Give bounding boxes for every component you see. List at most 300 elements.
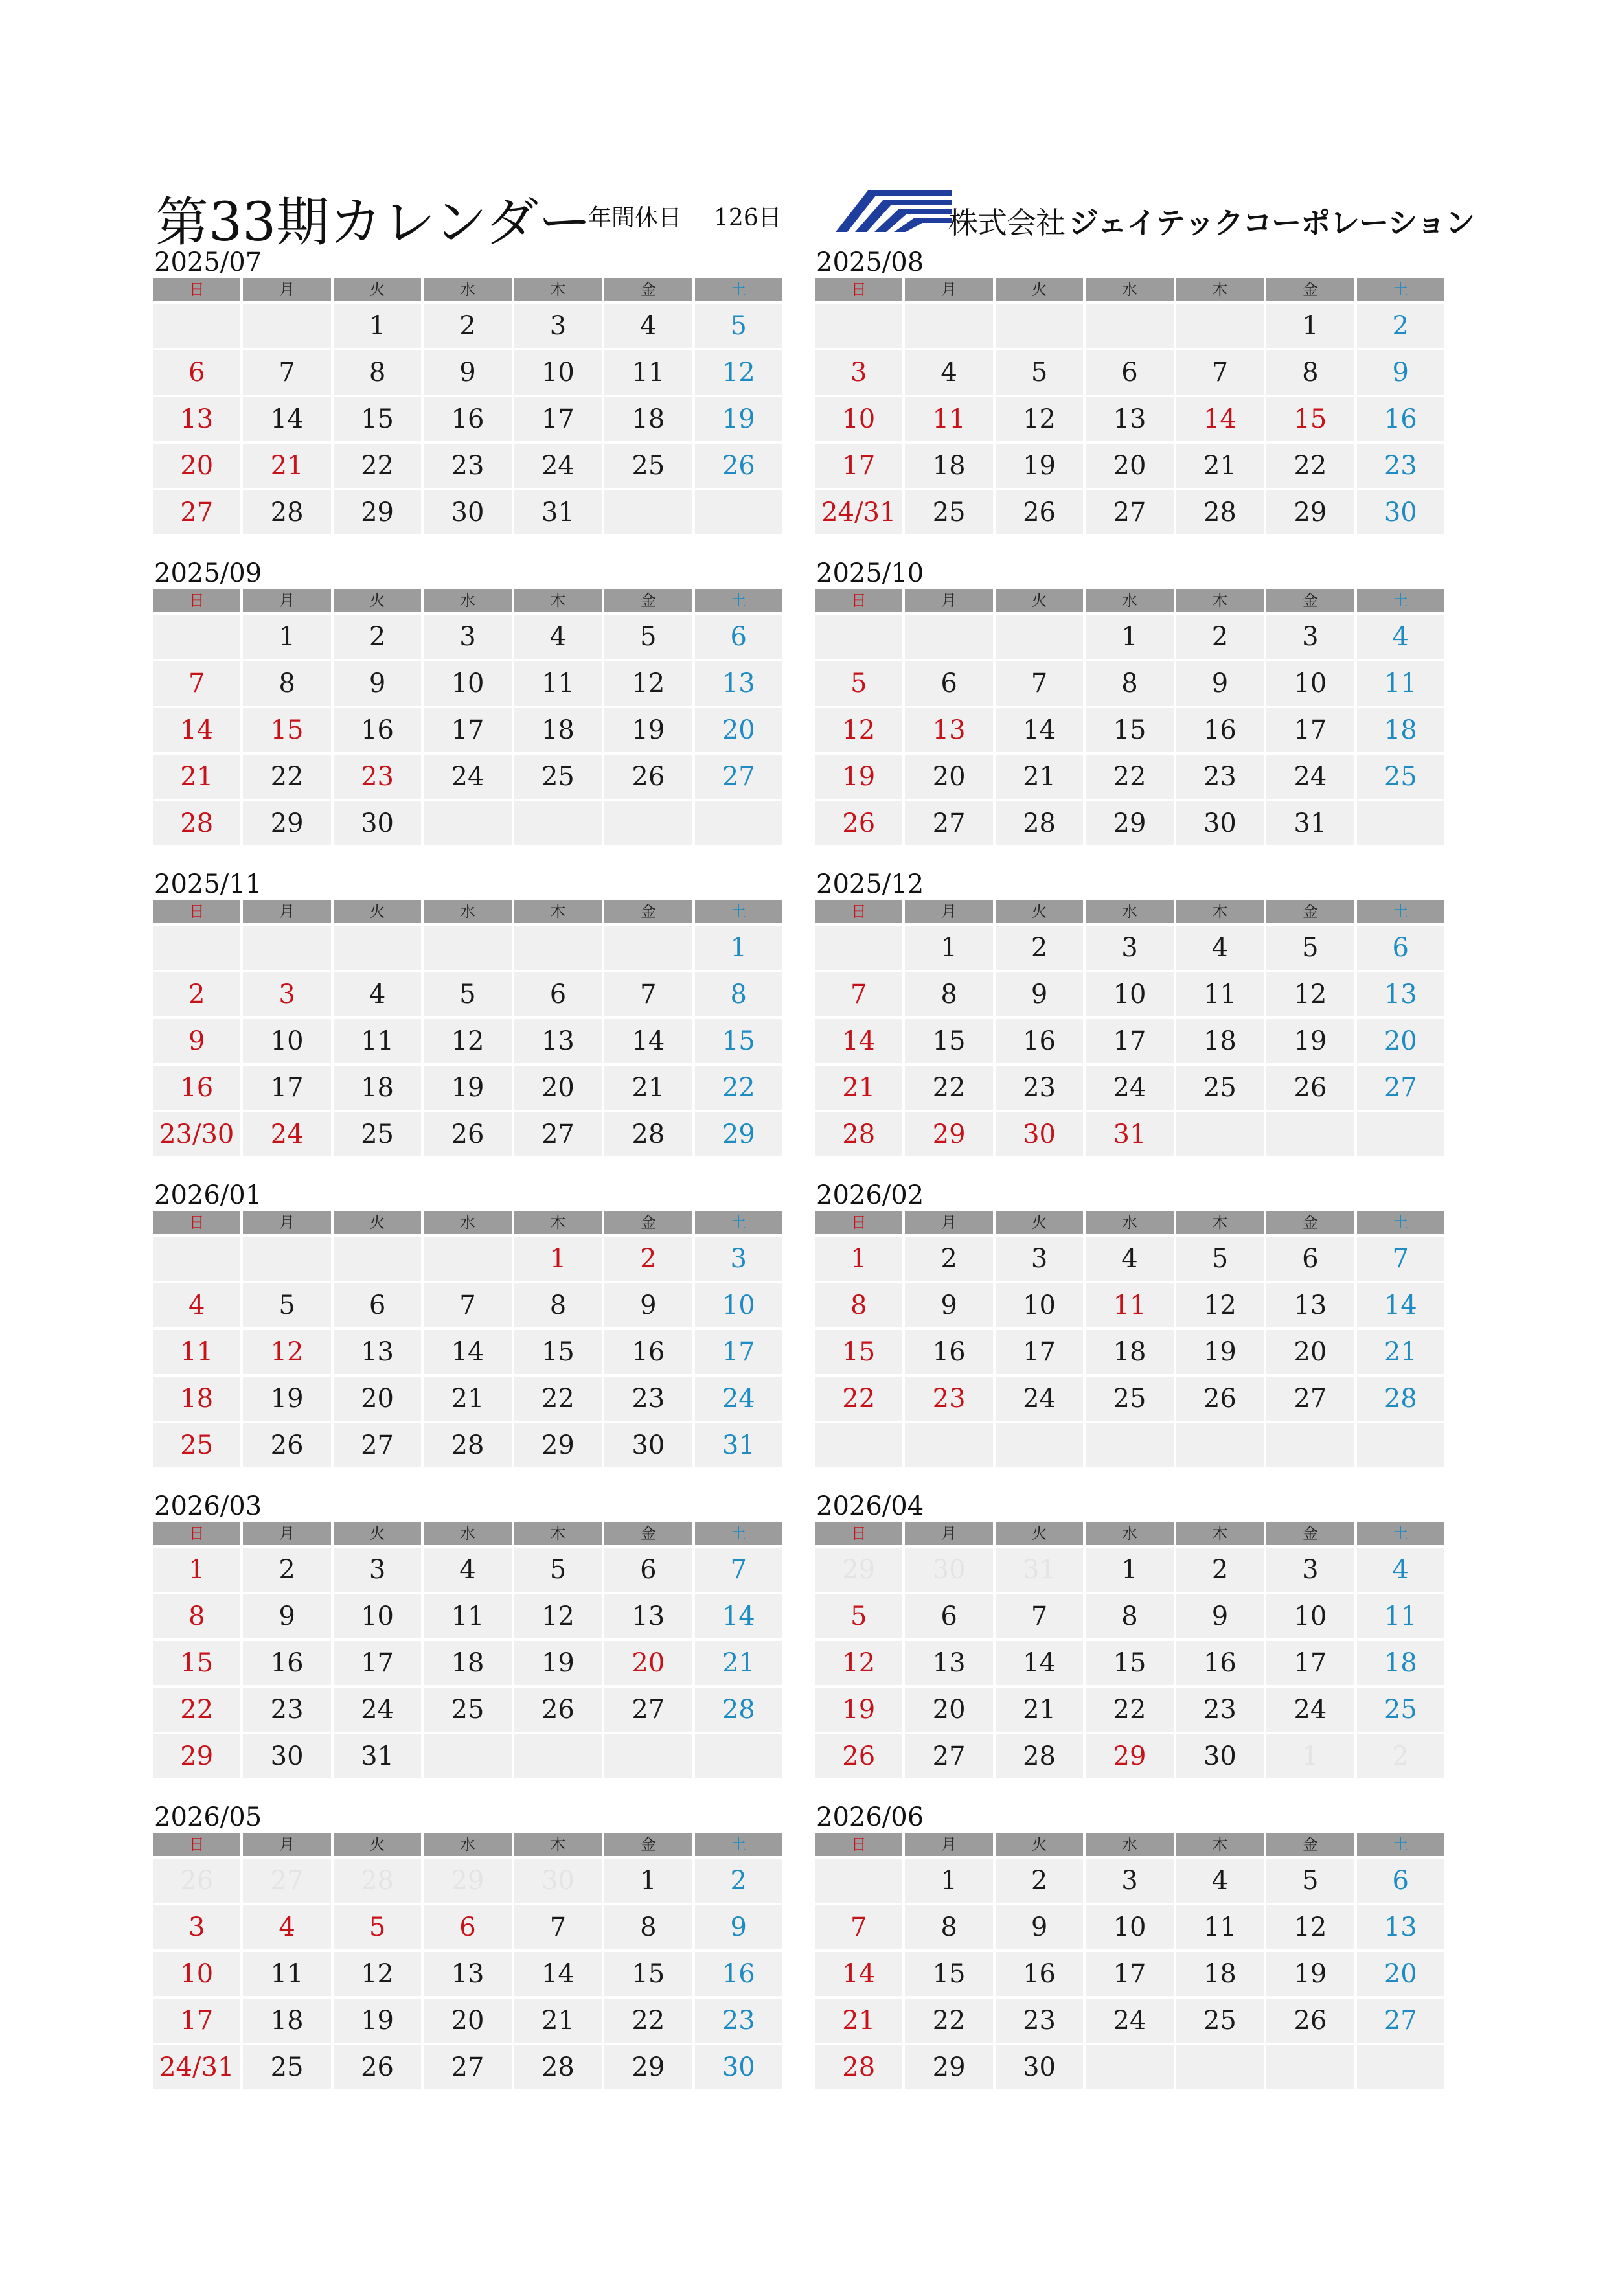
week-row — [815, 708, 1444, 752]
day-cell: 18 — [424, 1641, 511, 1685]
weekday-label: 木 — [514, 1211, 602, 1234]
weekday-label: 水 — [424, 900, 511, 923]
month-title: 2026/01 — [154, 1180, 262, 1210]
day-cell: 27 — [695, 755, 782, 799]
weekday-label: 月 — [243, 900, 330, 923]
day-cell: 28 — [424, 1423, 511, 1467]
day-cell: 29 — [905, 1112, 992, 1156]
weekday-label: 金 — [604, 1211, 692, 1234]
day-cell: 6 — [1357, 926, 1444, 970]
day-cell: 20 — [1357, 1019, 1444, 1063]
day-cell: 15 — [905, 1952, 992, 1996]
day-cell: 14 — [514, 1952, 602, 1996]
day-cell: 4 — [243, 1905, 330, 1949]
day-cell: 27 — [1086, 490, 1173, 534]
day-cell: 29 — [815, 1548, 902, 1592]
day-cell: 25 — [905, 490, 992, 534]
day-cell: 3 — [514, 304, 602, 348]
day-cell: 23/30 — [153, 1112, 240, 1156]
empty-day-cell — [695, 801, 782, 845]
day-cell: 11 — [1357, 661, 1444, 706]
day-cell: 6 — [604, 1548, 692, 1592]
day-cell: 15 — [604, 1952, 692, 1996]
day-cell: 17 — [153, 1999, 240, 2043]
day-cell: 26 — [1176, 1377, 1264, 1421]
day-cell: 22 — [604, 1999, 692, 2043]
day-cell: 1 — [514, 1237, 602, 1281]
empty-day-cell — [514, 1734, 602, 1778]
day-cell: 16 — [905, 1330, 992, 1374]
day-cell: 20 — [905, 1688, 992, 1732]
day-cell: 30 — [1176, 1734, 1264, 1778]
day-cell: 5 — [1266, 926, 1354, 970]
day-cell: 13 — [905, 708, 992, 752]
day-cell: 25 — [424, 1688, 511, 1732]
day-cell: 1 — [815, 1237, 902, 1281]
day-cell: 24 — [243, 1112, 330, 1156]
day-cell: 11 — [905, 397, 992, 441]
weekday-label: 火 — [334, 1211, 421, 1234]
day-cell: 19 — [1176, 1330, 1264, 1374]
day-cell: 25 — [153, 1423, 240, 1467]
weekday-label: 日 — [153, 1522, 240, 1545]
day-cell: 18 — [1086, 1330, 1173, 1374]
day-cell: 20 — [334, 1377, 421, 1421]
week-row — [815, 1237, 1444, 1281]
day-cell: 14 — [996, 708, 1083, 752]
day-cell: 15 — [514, 1330, 602, 1374]
empty-day-cell — [996, 304, 1083, 348]
day-cell: 27 — [424, 2045, 511, 2089]
day-cell: 20 — [1266, 1330, 1354, 1374]
empty-day-cell — [424, 1734, 511, 1778]
weekday-header — [153, 1833, 782, 1856]
day-cell: 19 — [424, 1066, 511, 1110]
month-calendar — [153, 1491, 782, 1778]
day-cell: 1 — [905, 1859, 992, 1903]
day-cell: 21 — [153, 755, 240, 799]
day-cell: 17 — [1086, 1952, 1173, 1996]
day-cell: 20 — [153, 444, 240, 488]
day-cell: 22 — [334, 444, 421, 488]
weekday-label: 月 — [905, 1211, 992, 1234]
month-title: 2025/11 — [154, 869, 262, 899]
day-cell: 9 — [695, 1905, 782, 1949]
weekday-label: 火 — [996, 1211, 1083, 1234]
empty-day-cell — [1266, 2045, 1354, 2089]
weekday-header — [815, 1211, 1444, 1234]
day-cell: 24 — [514, 444, 602, 488]
month-calendar — [815, 247, 1444, 534]
month-title: 2026/02 — [816, 1180, 924, 1210]
day-cell: 30 — [334, 801, 421, 845]
day-cell: 22 — [905, 1999, 992, 2043]
day-cell: 24 — [695, 1377, 782, 1421]
day-cell: 21 — [695, 1641, 782, 1685]
week-row — [153, 661, 782, 706]
weekday-label: 水 — [1086, 589, 1173, 612]
day-cell: 7 — [424, 1283, 511, 1327]
day-cell: 13 — [334, 1330, 421, 1374]
weekday-label: 土 — [1357, 1833, 1444, 1856]
day-cell: 17 — [815, 444, 902, 488]
day-cell: 17 — [243, 1066, 330, 1110]
weekday-label: 水 — [424, 1833, 511, 1856]
day-cell: 24 — [996, 1377, 1083, 1421]
month-title: 2025/12 — [816, 869, 924, 899]
day-cell: 17 — [695, 1330, 782, 1374]
day-cell: 21 — [514, 1999, 602, 2043]
day-cell: 1 — [695, 926, 782, 970]
day-cell: 2 — [996, 926, 1083, 970]
day-cell: 12 — [996, 397, 1083, 441]
day-cell: 7 — [243, 350, 330, 395]
day-cell: 16 — [334, 708, 421, 752]
week-row — [815, 801, 1444, 845]
day-cell: 6 — [424, 1905, 511, 1949]
day-cell: 15 — [695, 1019, 782, 1063]
day-cell: 30 — [1176, 801, 1264, 845]
empty-day-cell — [1086, 304, 1173, 348]
day-cell: 7 — [1357, 1237, 1444, 1281]
day-cell: 10 — [334, 1594, 421, 1638]
week-row — [153, 801, 782, 845]
day-cell: 26 — [243, 1423, 330, 1467]
annual-holidays-count: 126日 — [714, 205, 782, 231]
day-cell: 15 — [153, 1641, 240, 1685]
day-cell: 30 — [996, 1112, 1083, 1156]
day-cell: 8 — [905, 972, 992, 1016]
day-cell: 12 — [1266, 972, 1354, 1016]
empty-day-cell — [604, 1734, 692, 1778]
empty-day-cell — [905, 1423, 992, 1467]
day-cell: 1 — [905, 926, 992, 970]
day-cell: 24 — [1266, 755, 1354, 799]
week-row — [153, 350, 782, 395]
weekday-label: 水 — [1086, 1522, 1173, 1545]
day-cell: 19 — [604, 708, 692, 752]
weekday-label: 金 — [1266, 1522, 1354, 1545]
day-cell: 6 — [1086, 350, 1173, 395]
weekday-label: 火 — [996, 589, 1083, 612]
empty-day-cell — [815, 1859, 902, 1903]
day-cell: 14 — [604, 1019, 692, 1063]
day-cell: 13 — [424, 1952, 511, 1996]
weekday-label: 日 — [815, 589, 902, 612]
empty-day-cell — [815, 304, 902, 348]
day-cell: 22 — [1266, 444, 1354, 488]
weekday-label: 水 — [1086, 900, 1173, 923]
week-row — [815, 1905, 1444, 1949]
weekday-label: 日 — [815, 1522, 902, 1545]
day-cell: 9 — [996, 1905, 1083, 1949]
weekday-label: 月 — [243, 589, 330, 612]
day-cell: 4 — [1176, 926, 1264, 970]
month-title: 2025/08 — [816, 247, 924, 277]
day-cell: 31 — [514, 490, 602, 534]
day-cell: 7 — [1176, 350, 1264, 395]
month-title: 2025/10 — [816, 558, 924, 588]
day-cell: 10 — [243, 1019, 330, 1063]
day-cell: 3 — [334, 1548, 421, 1592]
day-cell: 21 — [996, 755, 1083, 799]
day-cell: 10 — [424, 661, 511, 706]
week-row — [153, 1112, 782, 1156]
weekday-header — [153, 1211, 782, 1234]
day-cell: 7 — [604, 972, 692, 1016]
day-cell: 24 — [424, 755, 511, 799]
week-row — [153, 1859, 782, 1903]
day-cell: 6 — [905, 1594, 992, 1638]
day-cell: 2 — [424, 304, 511, 348]
empty-day-cell — [243, 304, 330, 348]
weekday-label: 金 — [1266, 1211, 1354, 1234]
day-cell: 10 — [1086, 1905, 1173, 1949]
day-cell: 8 — [905, 1905, 992, 1949]
day-cell: 16 — [695, 1952, 782, 1996]
weekday-label: 木 — [1176, 1833, 1264, 1856]
day-cell: 30 — [243, 1734, 330, 1778]
day-cell: 4 — [424, 1548, 511, 1592]
day-cell: 24 — [334, 1688, 421, 1732]
week-row — [153, 1905, 782, 1949]
weekday-label: 木 — [514, 1522, 602, 1545]
day-cell: 2 — [996, 1859, 1083, 1903]
day-cell: 23 — [604, 1377, 692, 1421]
day-cell: 24 — [1086, 1999, 1173, 2043]
day-cell: 25 — [1176, 1066, 1264, 1110]
empty-day-cell — [695, 1734, 782, 1778]
weekday-label: 水 — [1086, 278, 1173, 301]
week-row — [815, 304, 1444, 348]
empty-day-cell — [1086, 1423, 1173, 1467]
day-cell: 11 — [153, 1330, 240, 1374]
month-calendar — [153, 247, 782, 534]
day-cell: 27 — [334, 1423, 421, 1467]
weekday-label: 水 — [424, 278, 511, 301]
day-cell: 28 — [243, 490, 330, 534]
day-cell: 17 — [514, 397, 602, 441]
week-row — [815, 1330, 1444, 1374]
day-cell: 9 — [1357, 350, 1444, 395]
empty-day-cell — [1357, 1112, 1444, 1156]
day-cell: 16 — [1176, 708, 1264, 752]
weekday-label: 水 — [424, 1522, 511, 1545]
weekday-label: 金 — [1266, 900, 1354, 923]
day-cell: 1 — [334, 304, 421, 348]
day-cell: 11 — [1176, 1905, 1264, 1949]
day-cell: 25 — [1357, 1688, 1444, 1732]
week-row — [153, 1548, 782, 1592]
weekday-label: 日 — [815, 1211, 902, 1234]
day-cell: 15 — [1086, 708, 1173, 752]
weekday-label: 月 — [905, 1833, 992, 1856]
week-row — [153, 1019, 782, 1063]
day-cell: 24 — [1086, 1066, 1173, 1110]
day-cell: 20 — [1357, 1952, 1444, 1996]
empty-day-cell — [905, 615, 992, 659]
day-cell: 23 — [695, 1999, 782, 2043]
weekday-label: 月 — [905, 278, 992, 301]
weekday-label: 日 — [815, 900, 902, 923]
day-cell: 20 — [604, 1641, 692, 1685]
week-row — [153, 926, 782, 970]
day-cell: 14 — [815, 1952, 902, 1996]
day-cell: 8 — [695, 972, 782, 1016]
empty-day-cell — [1266, 1112, 1354, 1156]
day-cell: 29 — [695, 1112, 782, 1156]
day-cell: 23 — [334, 755, 421, 799]
day-cell: 31 — [1086, 1112, 1173, 1156]
empty-day-cell — [334, 1237, 421, 1281]
day-cell: 2 — [905, 1237, 992, 1281]
day-cell: 16 — [1176, 1641, 1264, 1685]
week-row — [815, 1112, 1444, 1156]
day-cell: 13 — [1266, 1283, 1354, 1327]
day-cell: 31 — [334, 1734, 421, 1778]
week-row — [815, 926, 1444, 970]
week-row — [153, 1734, 782, 1778]
day-cell: 2 — [604, 1237, 692, 1281]
day-cell: 15 — [905, 1019, 992, 1063]
weekday-label: 金 — [1266, 278, 1354, 301]
week-row — [815, 490, 1444, 534]
day-cell: 15 — [334, 397, 421, 441]
day-cell: 18 — [905, 444, 992, 488]
day-cell: 21 — [424, 1377, 511, 1421]
day-cell: 13 — [153, 397, 240, 441]
day-cell: 12 — [815, 1641, 902, 1685]
day-cell: 6 — [514, 972, 602, 1016]
day-cell: 28 — [996, 1734, 1083, 1778]
weekday-label: 土 — [695, 278, 782, 301]
week-row — [153, 1237, 782, 1281]
weekday-header — [815, 278, 1444, 301]
week-row — [153, 1066, 782, 1110]
day-cell: 29 — [334, 490, 421, 534]
empty-day-cell — [905, 304, 992, 348]
day-cell: 21 — [996, 1688, 1083, 1732]
day-cell: 16 — [153, 1066, 240, 1110]
weekday-label: 火 — [334, 278, 421, 301]
week-row — [815, 1999, 1444, 2043]
empty-day-cell — [334, 926, 421, 970]
weekday-label: 日 — [153, 278, 240, 301]
week-row — [153, 1330, 782, 1374]
day-cell: 18 — [1176, 1952, 1264, 1996]
page-title: 第33期カレンダー — [155, 192, 592, 253]
week-row — [815, 1066, 1444, 1110]
day-cell: 21 — [815, 1066, 902, 1110]
day-cell: 10 — [514, 350, 602, 395]
day-cell: 8 — [153, 1594, 240, 1638]
week-row — [153, 1283, 782, 1327]
day-cell: 29 — [153, 1734, 240, 1778]
day-cell: 29 — [905, 2045, 992, 2089]
day-cell: 30 — [514, 1859, 602, 1903]
month-title: 2025/09 — [154, 558, 262, 588]
weekday-header — [815, 589, 1444, 612]
week-row — [815, 1594, 1444, 1638]
day-cell: 17 — [1086, 1019, 1173, 1063]
day-cell: 12 — [604, 661, 692, 706]
empty-day-cell — [1357, 1423, 1444, 1467]
day-cell: 20 — [1086, 444, 1173, 488]
empty-day-cell — [424, 1237, 511, 1281]
day-cell: 22 — [514, 1377, 602, 1421]
weekday-label: 木 — [1176, 589, 1264, 612]
annual-holidays-label: 年間休日 — [588, 205, 682, 231]
day-cell: 9 — [604, 1283, 692, 1327]
day-cell: 3 — [1266, 1548, 1354, 1592]
weekday-label: 金 — [604, 1833, 692, 1856]
day-cell: 1 — [1266, 304, 1354, 348]
week-row — [815, 444, 1444, 488]
day-cell: 25 — [604, 444, 692, 488]
empty-day-cell — [153, 304, 240, 348]
day-cell: 22 — [695, 1066, 782, 1110]
day-cell: 29 — [604, 2045, 692, 2089]
day-cell: 14 — [1357, 1283, 1444, 1327]
empty-day-cell — [514, 801, 602, 845]
day-cell: 26 — [815, 801, 902, 845]
empty-day-cell — [424, 801, 511, 845]
day-cell: 4 — [1086, 1237, 1173, 1281]
weekday-label: 土 — [695, 1211, 782, 1234]
week-row — [815, 350, 1444, 395]
week-row — [153, 1423, 782, 1467]
weekday-label: 月 — [243, 1833, 330, 1856]
day-cell: 27 — [905, 801, 992, 845]
month-calendar — [153, 558, 782, 845]
day-cell: 8 — [334, 350, 421, 395]
day-cell: 3 — [1086, 926, 1173, 970]
day-cell: 3 — [153, 1905, 240, 1949]
week-row — [815, 1734, 1444, 1778]
day-cell: 2 — [1176, 615, 1264, 659]
day-cell: 22 — [905, 1066, 992, 1110]
empty-day-cell — [1357, 2045, 1444, 2089]
weekday-label: 日 — [153, 589, 240, 612]
month-calendar — [153, 1180, 782, 1467]
week-row — [153, 1377, 782, 1421]
day-cell: 22 — [1086, 1688, 1173, 1732]
day-cell: 13 — [905, 1641, 992, 1685]
day-cell: 14 — [996, 1641, 1083, 1685]
day-cell: 5 — [815, 1594, 902, 1638]
weekday-label: 日 — [815, 278, 902, 301]
month-calendar — [815, 1802, 1444, 2089]
day-cell: 17 — [334, 1641, 421, 1685]
day-cell: 3 — [996, 1237, 1083, 1281]
day-cell: 6 — [1266, 1237, 1354, 1281]
day-cell: 30 — [424, 490, 511, 534]
day-cell: 27 — [1357, 1066, 1444, 1110]
day-cell: 5 — [334, 1905, 421, 1949]
day-cell: 26 — [514, 1688, 602, 1732]
day-cell: 21 — [1176, 444, 1264, 488]
day-cell: 19 — [514, 1641, 602, 1685]
day-cell: 6 — [695, 615, 782, 659]
weekday-label: 土 — [1357, 1211, 1444, 1234]
day-cell: 22 — [243, 755, 330, 799]
day-cell: 8 — [1086, 661, 1173, 706]
day-cell: 14 — [1176, 397, 1264, 441]
day-cell: 14 — [424, 1330, 511, 1374]
day-cell: 22 — [815, 1377, 902, 1421]
day-cell: 2 — [695, 1859, 782, 1903]
weekday-label: 水 — [1086, 1211, 1173, 1234]
